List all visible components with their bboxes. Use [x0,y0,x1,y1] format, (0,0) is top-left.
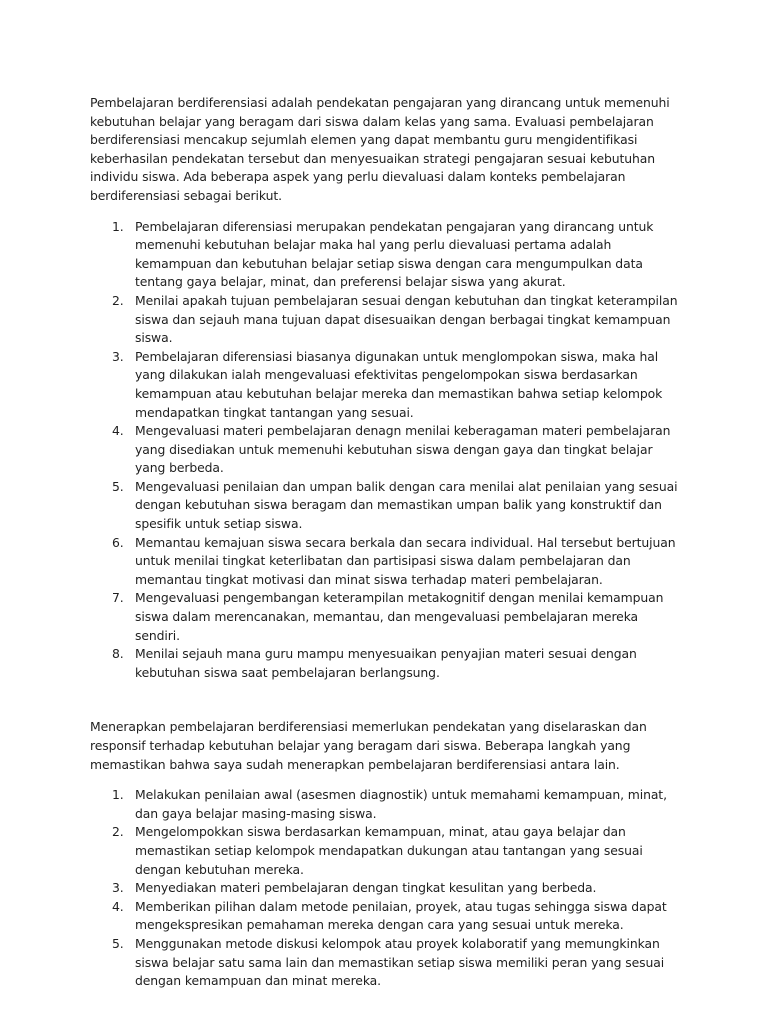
list-number: 3. [112,880,124,896]
list-item-text: Melakukan penilaian awal (asesmen diagnostik) untuk memahami kemampuan, minat, dan gaya belajar masing-masing siswa. [135,787,667,821]
list-number: 5. [112,478,124,494]
list-number: 1. [112,218,124,234]
list-item-text: Pembelajaran diferensiasi biasanya digunakan untuk menglompokan siswa, maka hal yang dilakukan ialah mengevaluasi efektivitas pengelompokan siswa berdasarkan kemampuan atau kebutuhan belajar mereka dan memastikan bahwa setiap kelompok mendapatkan tingkat tantangan yang sesuai. [135,348,663,420]
list-item [90,348,684,422]
list-item [90,786,684,823]
list-item [90,218,684,292]
list-number: 3. [112,348,124,364]
list-item-text: Memantau kemajuan siswa secara berkala dan secara individual. Hal tersebut bertujuan untuk menilai tingkat keterlibatan dan partisipasi siswa dalam pembelajaran dan memantau tingkat motivasi dan minat siswa terhadap materi pembelajaran. [135,534,676,587]
list-number: 4. [112,423,124,439]
implementation-steps-list [90,786,684,991]
intro-paragraph-1: Pembelajaran berdiferensiasi adalah pendekatan pengajaran yang dirancang untuk memenuhi kebutuhan belajar yang beragam dari siswa dalam kelas yang sama. Evaluasi pembelajaran berdiferensiasi mencakup sejumlah elemen yang dapat membantu guru mengidentifikasi keberhasilan pendekatan tersebut dan menyesuaikan strategi pengajaran sesuai kebutuhan individu siswa. Ada beberapa aspek yang perlu dievaluasi dalam konteks pembelajaran berdiferensiasi sebagai berikut. [90,95,670,203]
list-item [90,589,684,645]
list-item-text: Mengevaluasi materi pembelajaran denagn menilai keberagaman materi pembelajaran yang disediakan untuk memenuhi kebutuhan siswa dengan gaya dan tingkat belajar yang berbeda. [135,423,671,476]
list-item-text: Menyediakan materi pembelajaran dengan tingkat kesulitan yang berbeda. [135,880,597,896]
list-item [90,935,684,991]
list-number: 2. [112,292,124,308]
list-item-text: Mengelompokkan siswa berdasarkan kemampuan, minat, atau gaya belajar dan memastikan setiap kelompok mendapatkan dukungan atau tantangan yang sesuai dengan kebutuhan mereka. [135,824,643,877]
list-item [90,898,684,935]
list-item-text: Menggunakan metode diskusi kelompok atau proyek kolaboratif yang memungkinkan siswa belajar satu sama lain dan memastikan setiap siswa memiliki peran yang sesuai dengan kemampuan dan minat mereka. [135,935,665,989]
list-number: 7. [112,590,124,606]
list-number: 4. [112,898,124,914]
list-item-text: Mengevaluasi pengembangan keterampilan metakognitif dengan menilai kemampuan siswa dalam merencanakan, memantau, dan mengevaluasi pembelajaran mereka sendiri. [135,590,664,643]
list-item-text: Pembelajaran diferensiasi merupakan pendekatan pengajaran yang dirancang untuk memenuhi kebutuhan belajar maka hal yang perlu dievaluasi pertama adalah kemampuan dan kebutuhan belajar setiap siswa dengan cara mengumpulkan data tentang gaya belajar, minat, dan preferensi belajar siswa yang akurat. [135,218,654,290]
list-item [90,478,684,534]
list-number: 6. [112,534,124,550]
list-number: 5. [112,935,124,951]
list-item-text: Menilai apakah tujuan pembelajaran sesuai dengan kebutuhan dan tingkat keterampilan siswa dan sejauh mana tujuan dapat disesuaikan dengan berbagai tingkat kemampuan siswa. [135,292,678,346]
list-number: 1. [112,787,124,803]
list-item [90,534,684,590]
list-item [90,879,684,898]
evaluation-aspects-list [90,218,684,683]
list-number: 8. [112,646,124,662]
document-body [90,94,684,991]
list-item-text: Memberikan pilihan dalam metode penilaian, proyek, atau tugas sehingga siswa dapat mengekspresikan pemahaman mereka dengan cara yang sesuai untuk mereka. [135,898,667,933]
intro-paragraph-2: Menerapkan pembelajaran berdiferensiasi memerlukan pendekatan yang diselaraskan dan responsif terhadap kebutuhan belajar yang beragam dari siswa. Beberapa langkah yang memastikan bahwa saya sudah menerapkan pembelajaran berdiferensiasi antara lain. [90,719,647,772]
list-item [90,422,684,478]
list-number: 2. [112,824,124,840]
list-item [90,823,684,879]
list-item [90,645,684,682]
list-item-text: Mengevaluasi penilaian dan umpan balik dengan cara menilai alat penilaian yang sesuai dengan kebutuhan siswa beragam dan memastikan umpan balik yang konstruktif dan spesifik untuk setiap siswa. [135,478,678,532]
list-item-text: Menilai sejauh mana guru mampu menyesuaikan penyajian materi sesuai dengan kebutuhan siswa saat pembelajaran berlangsung. [135,646,637,680]
list-item [90,292,684,348]
